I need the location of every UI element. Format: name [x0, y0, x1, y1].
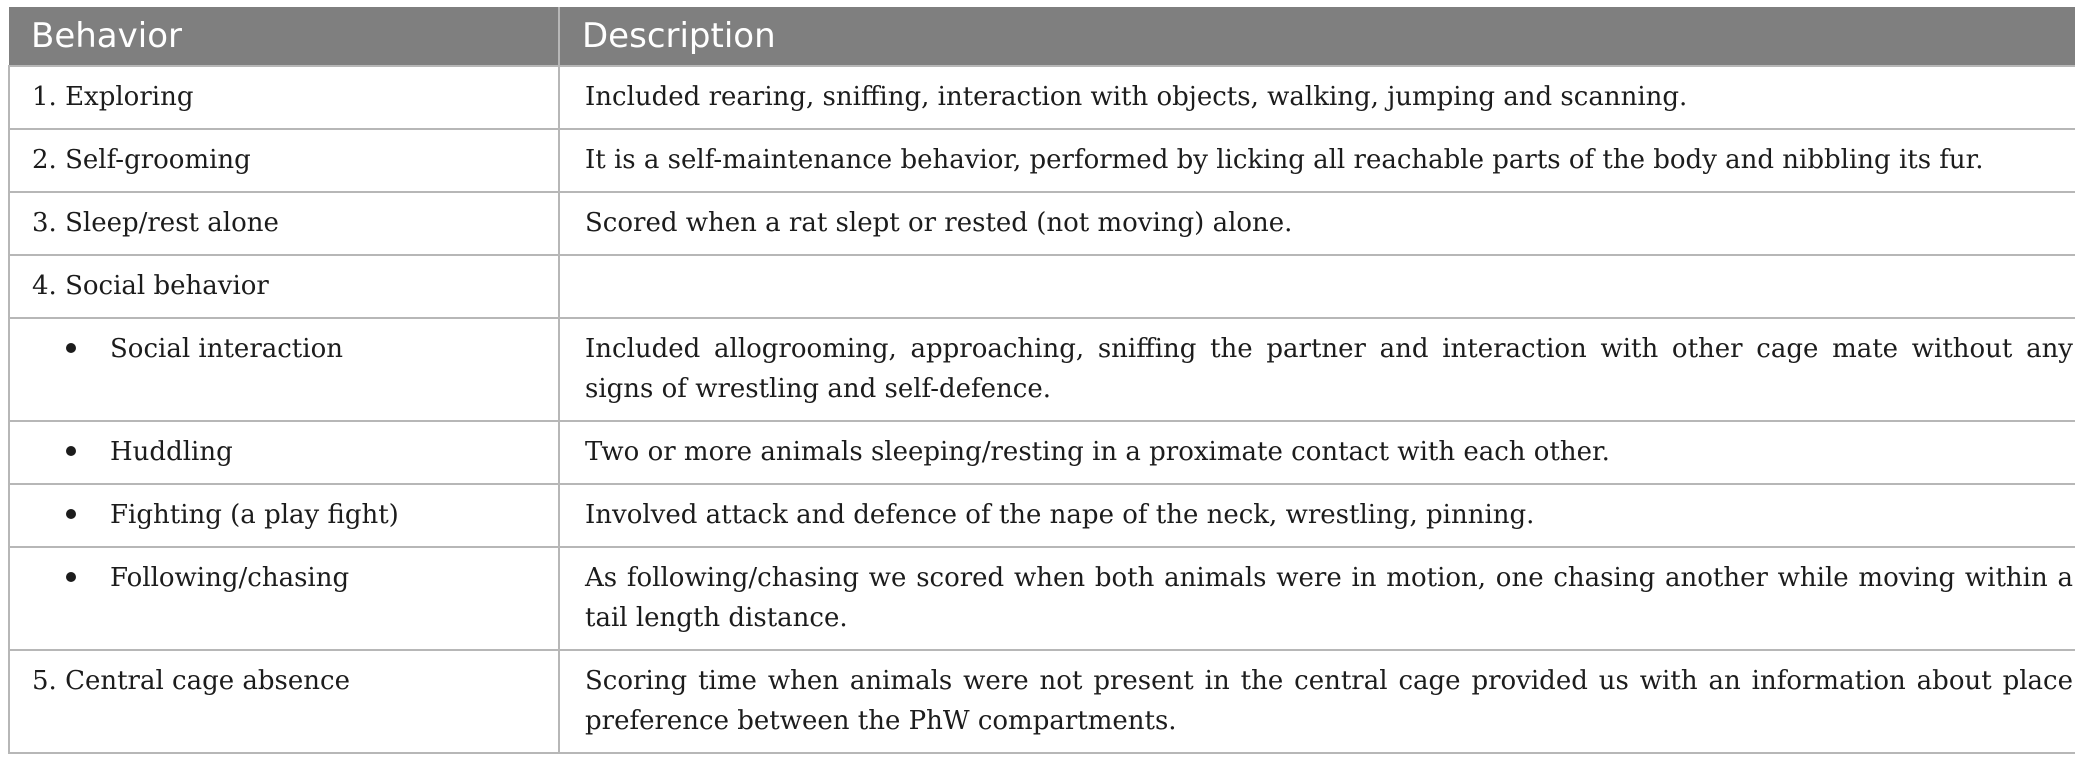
table-row — [9, 129, 2075, 192]
table-row — [9, 421, 2075, 484]
behavior-cell — [9, 484, 559, 547]
behavior-cell — [9, 547, 559, 650]
behavior-cell: 3. Sleep/rest alone — [9, 192, 559, 255]
description-cell: Scoring time when animals were not present in the central cage provided us with an information about place preference between the PhW compartments. — [559, 650, 2075, 753]
header-behavior: Behavior — [9, 7, 559, 66]
behavior-cell: 5. Central cage absence — [9, 650, 559, 753]
bullet-icon — [66, 509, 76, 519]
behavior-cell — [9, 421, 559, 484]
description-cell: Scored when a rat slept or rested (not moving) alone. — [559, 192, 2075, 255]
description-cell: Two or more animals sleeping/resting in a proximate contact with each other. — [559, 421, 2075, 484]
table-row — [9, 66, 2075, 129]
bullet-icon — [66, 446, 76, 456]
behavior-table-container — [8, 7, 2075, 754]
behavior-label: Social interaction — [110, 334, 343, 364]
table-row — [9, 650, 2075, 753]
behavior-cell — [9, 318, 559, 421]
table-row — [9, 255, 2075, 318]
description-cell — [559, 255, 2075, 318]
table-row — [9, 484, 2075, 547]
behavior-cell: 1. Exploring — [9, 66, 559, 129]
description-cell: As following/chasing we scored when both animals were in motion, one chasing another while moving within a tail length distance. — [559, 547, 2075, 650]
bullet-icon — [66, 343, 76, 353]
header-description: Description — [559, 7, 2075, 66]
behavior-table — [8, 7, 2075, 754]
description-cell: It is a self-maintenance behavior, performed by licking all reachable parts of the body and nibbling its fur. — [559, 129, 2075, 192]
behavior-label: Huddling — [110, 437, 233, 467]
table-header-row — [9, 7, 2075, 66]
behavior-cell: 4. Social behavior — [9, 255, 559, 318]
behavior-cell: 2. Self-grooming — [9, 129, 559, 192]
behavior-label: Fighting (a play fight) — [110, 500, 399, 530]
description-cell: Included allogrooming, approaching, sniffing the partner and interaction with other cage mate without any signs of wrestling and self-defence. — [559, 318, 2075, 421]
table-row — [9, 318, 2075, 421]
table-row — [9, 547, 2075, 650]
table-row — [9, 192, 2075, 255]
behavior-label: Following/chasing — [110, 563, 350, 593]
bullet-icon — [66, 572, 76, 582]
description-cell: Included rearing, sniffing, interaction with objects, walking, jumping and scanning. — [559, 66, 2075, 129]
description-cell: Involved attack and defence of the nape of the neck, wrestling, pinning. — [559, 484, 2075, 547]
